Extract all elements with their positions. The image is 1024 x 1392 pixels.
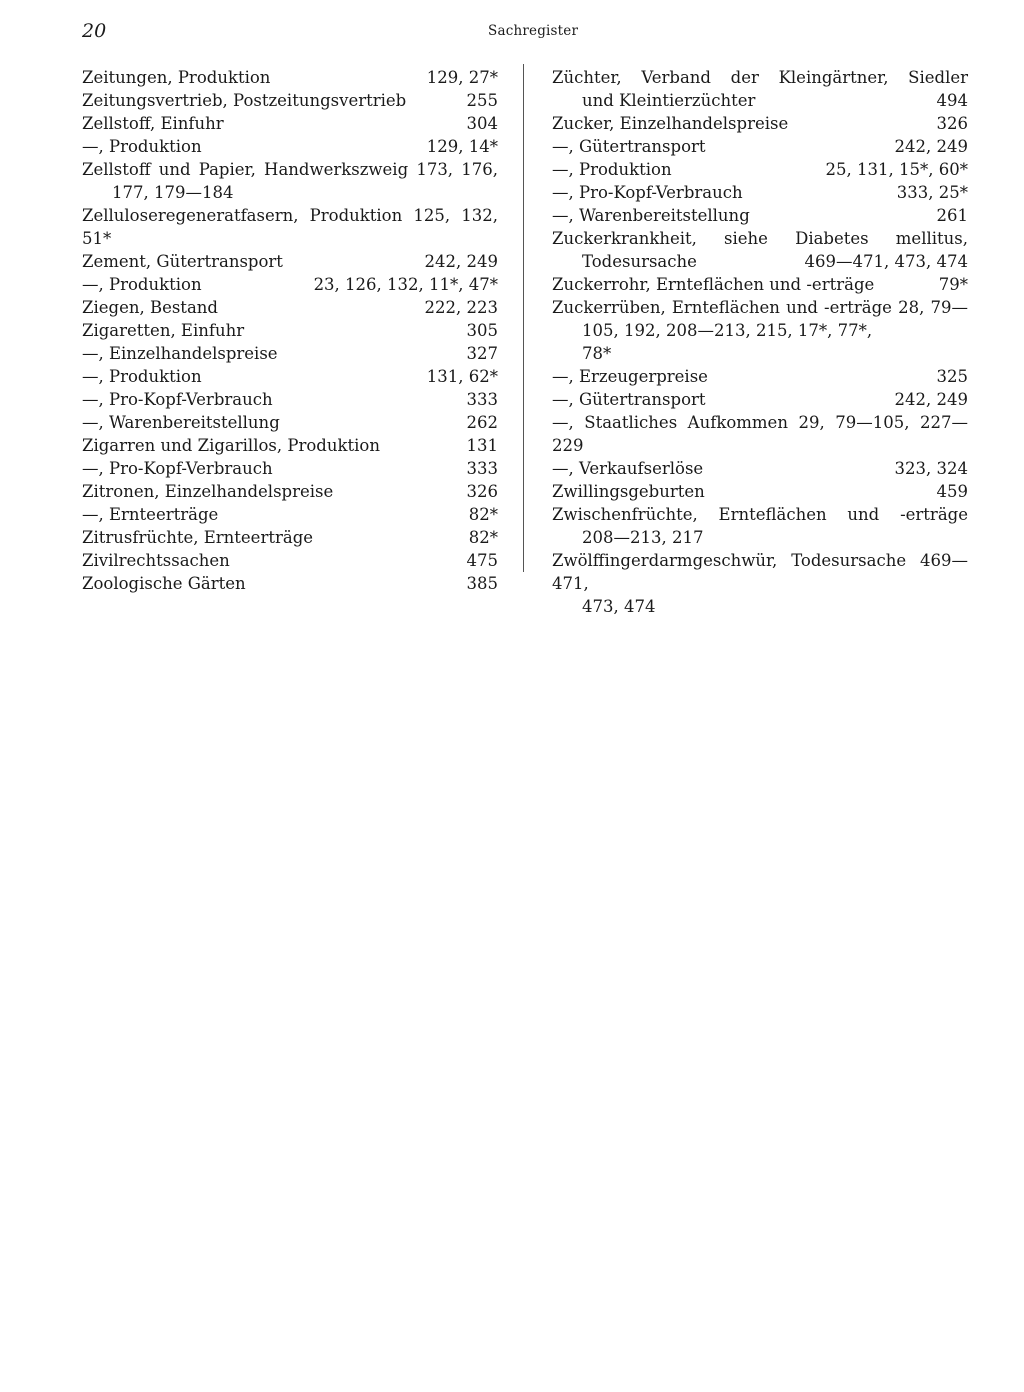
index-term-continuation: 208—213, 217	[582, 528, 704, 547]
index-page-refs: 323, 324	[894, 459, 968, 478]
index-entry	[552, 112, 968, 135]
index-entry	[82, 572, 498, 595]
index-term: —, Pro-Kopf-Verbrauch	[82, 390, 273, 409]
index-page-refs: 327	[466, 344, 498, 363]
index-entry	[552, 135, 968, 158]
index-term: —, Einzelhandelspreise	[82, 344, 278, 363]
column-divider	[523, 64, 524, 572]
index-term: —, Erzeugerpreise	[552, 367, 708, 386]
index-entry	[82, 388, 498, 411]
index-term: —, Warenbereitstellung	[82, 413, 280, 432]
index-entry	[552, 181, 968, 204]
index-page-refs: 23, 126, 132, 11*, 47*	[313, 275, 498, 294]
index-entry	[82, 342, 498, 365]
index-entry	[552, 273, 968, 296]
index-term: —, Produktion	[82, 137, 202, 156]
index-page-refs: 82*	[468, 528, 498, 547]
index-term: Zeitungen, Produktion	[82, 68, 271, 87]
index-term: Zellstoff, Einfuhr	[82, 114, 224, 133]
index-term: Zigarren und Zigarillos, Produktion	[82, 436, 380, 455]
index-term: —, Produktion	[82, 275, 202, 294]
index-page-refs: 129, 14*	[426, 137, 498, 156]
index-page-refs: 304	[466, 114, 498, 133]
index-page-refs: 326	[466, 482, 498, 501]
index-term-continuation: Todesursache	[582, 252, 697, 271]
index-entry	[552, 227, 968, 273]
index-page-refs: 242, 249	[424, 252, 498, 271]
index-page-refs: 261	[936, 206, 968, 225]
index-term-continuation: 105, 192, 208—213, 215, 17*, 77*, 78*	[582, 321, 873, 363]
index-term: Ziegen, Bestand	[82, 298, 218, 317]
index-term: Zivilrechtssachen	[82, 551, 230, 570]
index-term: Zuckerrüben, Ernteflächen und -erträge 28, 79—	[552, 298, 968, 317]
index-entry	[82, 365, 498, 388]
index-entry	[552, 457, 968, 480]
index-entry	[552, 388, 968, 411]
index-entry	[552, 204, 968, 227]
index-term: —, Verkaufserlöse	[552, 459, 704, 478]
index-term: Zwölffingerdarmgeschwür, Todesursache 469—471,	[552, 551, 968, 593]
index-page-refs: 326	[936, 114, 968, 133]
index-page-refs: 242, 249	[894, 137, 968, 156]
index-page-refs: 475	[466, 551, 498, 570]
index-entry	[82, 273, 498, 296]
index-entry	[82, 204, 498, 250]
index-entry	[552, 296, 968, 365]
index-page-refs: 262	[466, 413, 498, 432]
index-page-refs: 305	[466, 321, 498, 340]
index-entry	[82, 503, 498, 526]
index-page-refs: 459	[936, 482, 968, 501]
index-page-refs: 79*	[938, 275, 968, 294]
index-entry	[82, 250, 498, 273]
index-term: —, Produktion	[82, 367, 202, 386]
index-term: Zigaretten, Einfuhr	[82, 321, 245, 340]
index-page-refs: 129, 27*	[426, 68, 498, 87]
index-column-left	[82, 66, 498, 595]
index-entry	[82, 526, 498, 549]
index-entry	[82, 411, 498, 434]
running-head: Sachregister	[488, 23, 579, 39]
index-entry	[82, 89, 498, 112]
index-term: —, Gütertransport	[552, 137, 706, 156]
index-entry	[552, 158, 968, 181]
index-term: Zuckerrohr, Ernteflächen und -erträge	[552, 275, 875, 294]
index-page-refs: 494	[936, 91, 968, 110]
index-entry	[82, 480, 498, 503]
index-term: Zucker, Einzelhandelspreise	[552, 114, 789, 133]
index-page-refs: 255	[466, 91, 498, 110]
index-term: Zelluloseregeneratfasern, Produktion 125, 132, 51*	[82, 206, 498, 248]
index-term: Zwischenfrüchte, Ernteflächen und -erträge	[552, 505, 968, 524]
index-page-refs: 325	[936, 367, 968, 386]
index-term: Zuckerkrankheit, siehe Diabetes mellitus,	[552, 229, 968, 248]
index-term-continuation: 473, 474	[582, 597, 656, 616]
index-term: Zwillingsgeburten	[552, 482, 705, 501]
index-term: Züchter, Verband der Kleingärtner, Siedler	[552, 68, 968, 87]
index-entry	[552, 411, 968, 457]
index-term: —, Gütertransport	[552, 390, 706, 409]
index-term-continuation: und Kleintierzüchter	[582, 91, 756, 110]
index-page-refs: 333, 25*	[896, 183, 968, 202]
index-page-refs: 333	[466, 459, 498, 478]
index-entry	[82, 457, 498, 480]
index-page-refs: 242, 249	[894, 390, 968, 409]
index-page-refs: 333	[466, 390, 498, 409]
index-page-refs: 131, 62*	[426, 367, 498, 386]
index-term: —, Pro-Kopf-Verbrauch	[552, 183, 743, 202]
index-page-refs: 82*	[468, 505, 498, 524]
index-term: Zoologische Gärten	[82, 574, 246, 593]
index-page-refs: 469—471, 473, 474	[804, 252, 968, 271]
index-entry	[82, 135, 498, 158]
index-term: Zement, Gütertransport	[82, 252, 283, 271]
index-term: Zeitungsvertrieb, Postzeitungsvertrieb	[82, 91, 407, 110]
index-entry	[82, 319, 498, 342]
index-entry	[552, 66, 968, 112]
index-term: —, Ernteerträge	[82, 505, 219, 524]
index-term: —, Pro-Kopf-Verbrauch	[82, 459, 273, 478]
index-term: Zitrusfrüchte, Ernteerträge	[82, 528, 314, 547]
index-entry	[82, 112, 498, 135]
index-entry	[82, 296, 498, 319]
index-entry	[82, 549, 498, 572]
index-column-right	[552, 66, 968, 618]
index-term: Zitronen, Einzelhandelspreise	[82, 482, 334, 501]
index-page-refs: 25, 131, 15*, 60*	[825, 160, 968, 179]
index-entry	[82, 434, 498, 457]
index-entry	[82, 158, 498, 204]
page-number: 20	[82, 20, 107, 42]
index-entry	[552, 365, 968, 388]
index-term: —, Warenbereitstellung	[552, 206, 750, 225]
index-term: —, Staatliches Aufkommen 29, 79—105, 227—229	[552, 413, 968, 455]
index-term: Zellstoff und Papier, Handwerkszweig 173, 176,	[82, 160, 498, 179]
index-entry	[552, 480, 968, 503]
index-page-refs: 385	[466, 574, 498, 593]
index-entry	[552, 549, 968, 618]
index-term-continuation: 177, 179—184	[112, 183, 234, 202]
index-page-refs: 222, 223	[424, 298, 498, 317]
index-entry	[552, 503, 968, 549]
index-entry	[82, 66, 498, 89]
index-term: —, Produktion	[552, 160, 672, 179]
index-page-refs: 131	[466, 436, 498, 455]
